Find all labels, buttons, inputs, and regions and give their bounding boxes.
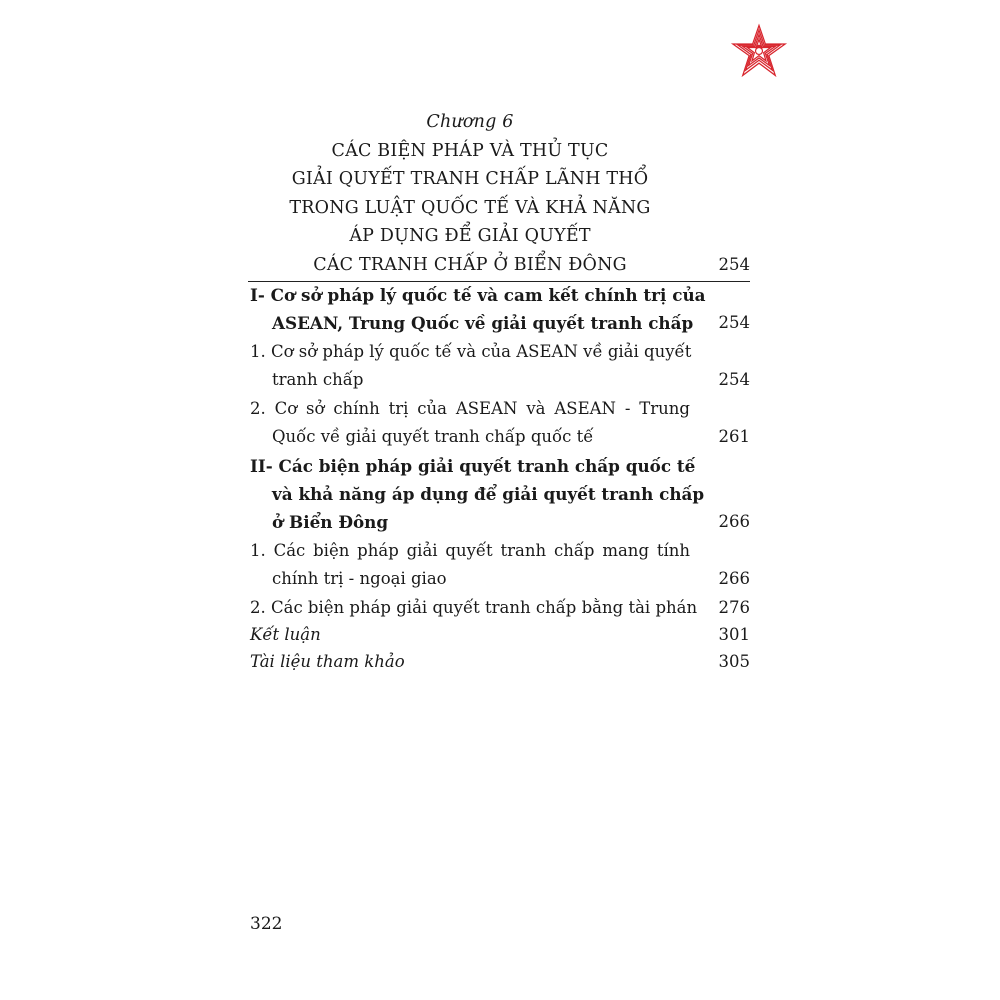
- chapter-page-number: 254: [718, 255, 750, 274]
- toc-page-number: 266: [718, 569, 750, 588]
- toc-section-line: và khả năng áp dụng để giải quyết tranh chấp: [272, 484, 705, 504]
- publisher-star-logo-icon: [730, 22, 788, 80]
- toc-item-line: 2. Cơ sở chính trị của ASEAN và ASEAN - Trung: [250, 399, 690, 418]
- toc-page-number: 301: [718, 625, 750, 644]
- toc-page-number: 276: [718, 598, 750, 617]
- page-number: 322: [250, 914, 283, 934]
- chapter-title-line: CÁC TRANH CHẤP Ở BIỂN ĐÔNG: [313, 255, 627, 275]
- chapter-title-line: TRONG LUẬT QUỐC TẾ VÀ KHẢ NĂNG: [289, 198, 651, 218]
- chapter-title-line: CÁC BIỆN PHÁP VÀ THỦ TỤC: [331, 141, 609, 161]
- toc-page-number: 266: [718, 512, 750, 531]
- toc-conclusion: Kết luận: [250, 625, 321, 644]
- toc-section-line: ASEAN, Trung Quốc về giải quyết tranh chấp: [272, 313, 694, 333]
- toc-references: Tài liệu tham khảo: [250, 652, 405, 671]
- toc-item-line: Quốc về giải quyết tranh chấp quốc tế: [272, 427, 594, 446]
- toc-page-number: 261: [718, 427, 750, 446]
- toc-page-number: 254: [718, 313, 750, 332]
- chapter-title-line: GIẢI QUYẾT TRANH CHẤP LÃNH THỔ: [291, 169, 649, 189]
- toc-item-line: tranh chấp: [272, 370, 364, 389]
- toc-section-line: II- Các biện pháp giải quyết tranh chấp quốc tế: [250, 456, 696, 476]
- chapter-label: Chương 6: [426, 112, 514, 132]
- toc-item-line: 2. Các biện pháp giải quyết tranh chấp bằng tài phán: [250, 598, 698, 617]
- toc-page-number: 254: [718, 370, 750, 389]
- toc-item-line: 1. Các biện pháp giải quyết tranh chấp mang tính: [250, 541, 690, 560]
- toc-section-line: I- Cơ sở pháp lý quốc tế và cam kết chính trị của: [250, 285, 706, 305]
- toc-item-line: 1. Cơ sở pháp lý quốc tế và của ASEAN về giải quyết: [250, 342, 692, 361]
- chapter-title-line: ÁP DỤNG ĐỂ GIẢI QUYẾT: [349, 226, 591, 246]
- toc-item-line: chính trị - ngoại giao: [272, 569, 447, 588]
- toc-section-line: ở Biển Đông: [272, 512, 389, 532]
- toc-page-number: 305: [718, 652, 750, 671]
